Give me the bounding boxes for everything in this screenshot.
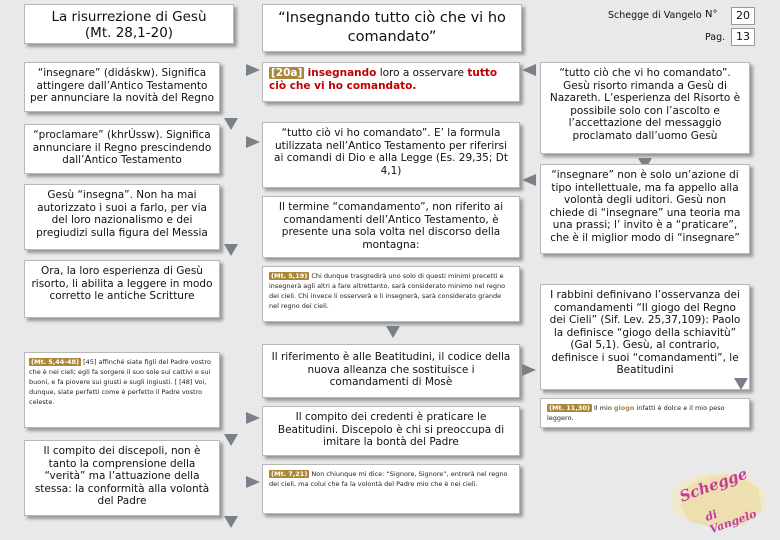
title-box xyxy=(262,4,522,52)
arrow-right-icon xyxy=(246,412,260,424)
right-box-2 xyxy=(540,164,750,254)
left-text-1: “insegnare” (didáskw). Significa attingere dall’Antico Testamento per annunciare la novità del Regno xyxy=(29,67,215,104)
arrow-down-icon xyxy=(224,516,238,528)
right-text-3: I rabbini definivano l’osservanza dei comandamenti “Il giogo del Regno dei Cieli” (Sif. Lev. 25,37,109): Paolo la definisce “giogo della schiavitù” (Gal 5,1). Gesù, al contrario, definisce i suoi “comandamenti”, le Beatitudini xyxy=(549,289,741,376)
verse-box xyxy=(262,62,520,102)
arrow-left-icon xyxy=(522,64,536,76)
left-quote-box xyxy=(24,352,220,428)
middle-text-3: Il termine “comandamento”, non riferito ai comandamenti dell’Antico Testamento, è presente una sola volta nel discorso della montagna: xyxy=(278,201,504,251)
logo-text-1: Schegge xyxy=(677,464,750,506)
verse-text: loro a osservare xyxy=(379,67,465,79)
arrow-right-icon xyxy=(246,64,260,76)
middle-box-2 xyxy=(262,122,520,188)
subtitle-line2: (Mt. 28,1-20) xyxy=(84,25,174,41)
left-text-3: Gesù “insegna”. Non ha mai autorizzato i suoi a farlo, per via del loro nazionalismo e dei pregiudizi sulla figura del Messia xyxy=(36,189,208,239)
left-text-2: “proclamare” (khrÚssw). Significa annunciare il Regno prescindendo dall’Antico Testamento xyxy=(32,129,212,166)
left-box-2 xyxy=(24,124,220,174)
middle-quote-box-1 xyxy=(262,266,520,322)
middle-quote-box-2 xyxy=(262,464,520,514)
scripture-ref: (Mt. 5,19) xyxy=(271,272,308,280)
middle-box-6 xyxy=(262,406,520,456)
scripture-text: Chi dunque trasgredirà uno solo di questi minimi precetti e insegnerà agli altri a fare altrettanto, sarà considerato minimo nel regno dei cieli. Chi invece li osserverà e li insegnerà, sarà considerato grande nel regno dei cieli. xyxy=(269,272,506,310)
right-text-1: “tutto ciò che vi ho comandato”. Gesù risorto rimanda a Gesù di Nazareth. L’esperienza del Risorto è possibile solo con l’ascolto e l’accettazione del messaggio proclamato dall’uomo Gesù xyxy=(549,67,741,142)
subtitle-box xyxy=(24,4,234,44)
middle-box-3 xyxy=(262,196,520,258)
scripture-ref: (Mt. 7,21) xyxy=(271,470,308,478)
verse-keyword: insegnando xyxy=(307,67,377,79)
arrow-right-icon xyxy=(246,136,260,148)
left-box-6 xyxy=(24,440,220,516)
right-box-1 xyxy=(540,62,750,154)
series-label: Schegge di Vangelo xyxy=(608,10,702,21)
number-label: N° xyxy=(705,9,718,20)
verse-ref: [20a] xyxy=(271,67,303,79)
arrow-down-icon xyxy=(224,118,238,130)
left-box-1 xyxy=(24,62,220,112)
left-text-6: Il compito dei discepoli, non è tanto la comprensione della “verità” ma l’attuazione della stessa: la conformità alla volontà del Padre xyxy=(34,445,210,507)
right-box-3 xyxy=(540,284,750,390)
scripture-ref: (Mt. 11,30) xyxy=(549,404,590,412)
arrow-right-icon xyxy=(522,364,536,376)
scripture-text: [45] affinché siate figli del Padre vostro che è nei cieli; egli fa sorgere il suo sole sui cattivi e sui buoni, e fa piovere sui giusti e sugli ingiusti. [ [48] Voi, dunque, siate perfetti come è perfetto il Padre vostro celeste. xyxy=(29,358,211,406)
right-quote-box xyxy=(540,398,750,428)
middle-text-2: “tutto ciò vi ho comandato”. E’ la formula utilizzata nell’Antico Testamento per riferirsi ai comandi di Dio e alla Legge (Es. 29,35; Dt 4,1) xyxy=(274,127,508,177)
verse-highlight: tutto ciò che vi ho comandato. xyxy=(269,67,498,92)
arrow-left-icon xyxy=(522,174,536,186)
page-value: 13 xyxy=(731,28,755,46)
scripture-highlight: giogo xyxy=(613,404,635,412)
arrow-right-icon xyxy=(246,476,260,488)
left-box-4 xyxy=(24,260,220,318)
arrow-down-icon xyxy=(386,326,400,338)
left-box-3 xyxy=(24,184,220,250)
scripture-text-a: Il mio xyxy=(593,404,612,412)
arrow-down-icon xyxy=(734,378,748,390)
right-text-2: “insegnare” non è solo un’azione di tipo intellettuale, ma fa appello alla volontà degli uditori. Gesù non chiede di “insegnare” una teoria ma una prassi; l’ invito è a “praticare”, che è il miglior modo di “insegnare” xyxy=(549,169,741,244)
arrow-down-icon xyxy=(224,244,238,256)
scripture-text-b: infatti è dolce e il mio peso leggero. xyxy=(547,404,725,422)
scripture-text: Non chiunque mi dice: “Signore, Signore”, entrerà nel regno dei cieli, ma colui che fa la volontà del Padre mio che è nei cieli. xyxy=(269,470,508,488)
arrow-down-icon xyxy=(224,434,238,446)
left-text-4: Ora, la loro esperienza di Gesù risorto, li abilita a leggere in modo corretto le antiche Scritture xyxy=(31,265,213,302)
subtitle-line1: La risurrezione di Gesù xyxy=(51,9,207,25)
page-title: “Insegnando tutto ciò che vi ho comandato” xyxy=(278,10,506,45)
number-value: 20 xyxy=(731,7,755,25)
logo xyxy=(666,464,770,537)
middle-box-5 xyxy=(262,344,520,398)
page-label: Pag. xyxy=(705,32,726,43)
scripture-ref: (Mt. 5,44-48) xyxy=(31,358,80,366)
middle-text-5: Il riferimento è alle Beatitudini, il codice della nuova alleanza che sostituisce i comandamenti di Mosè xyxy=(271,351,511,388)
logo-text-2: di Vangelo xyxy=(703,507,759,537)
middle-text-6: Il compito dei credenti è praticare le Beatitudini. Discepolo è chi si preoccupa di imitare la bontà del Padre xyxy=(277,411,505,448)
